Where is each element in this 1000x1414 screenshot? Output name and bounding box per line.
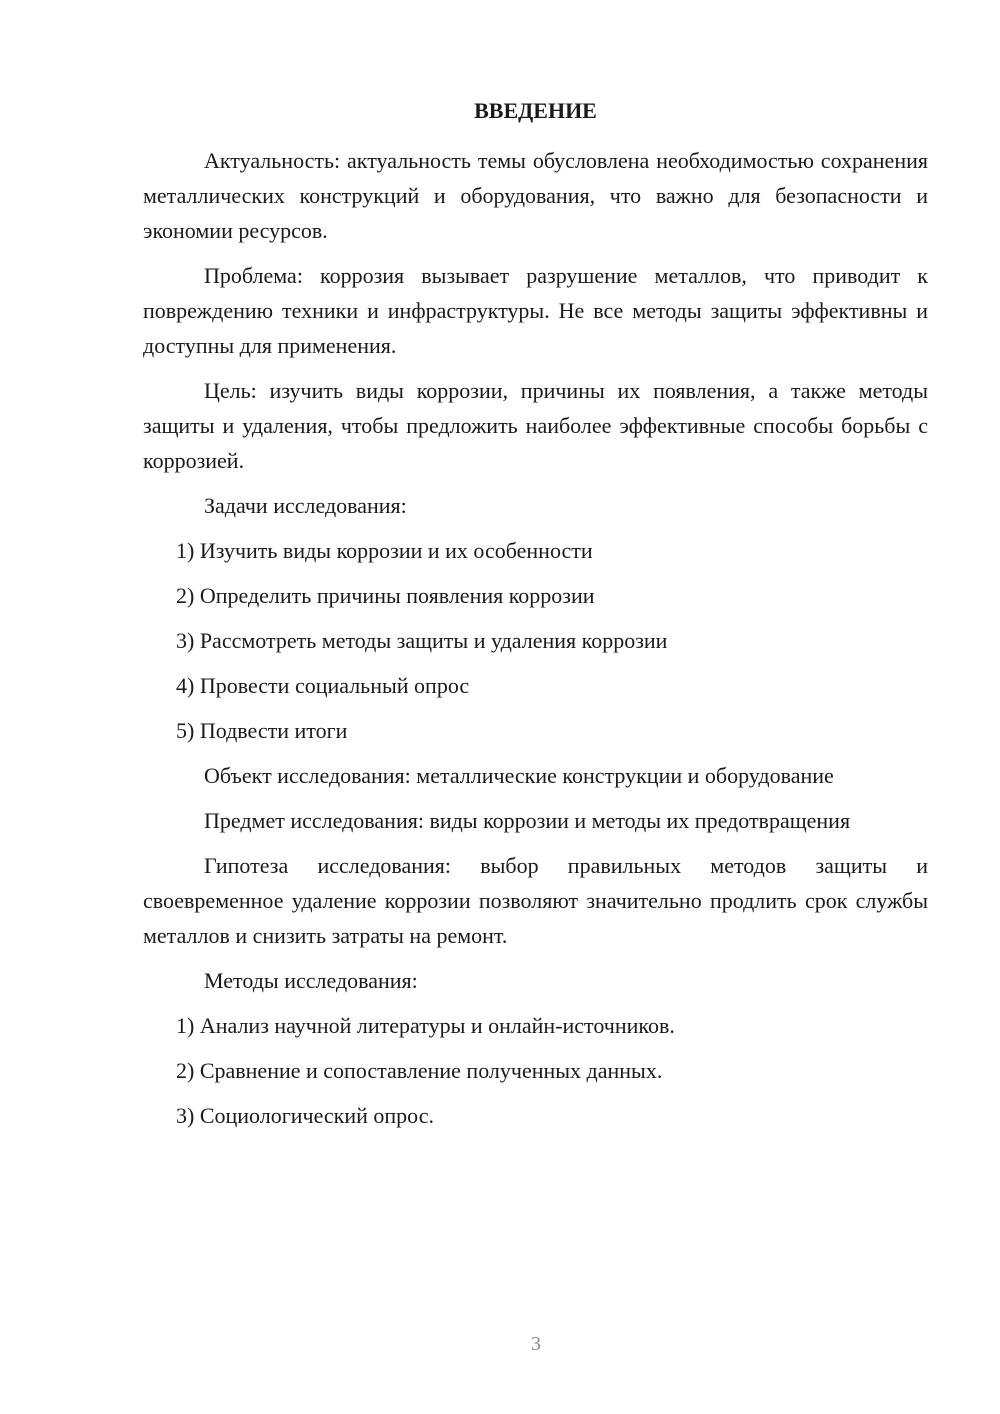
paragraph-goal: Цель: изучить виды коррозии, причины их появления, а также методы защиты и удаления, чтобы предложить наиболее эффективные способы борьбы с коррозией. (143, 378, 928, 473)
method-item-2: 2) Сравнение и сопоставление полученных данных. (176, 1058, 663, 1083)
methods-heading: Методы исследования: (204, 968, 418, 993)
document-title: ВВЕДЕНИЕ (474, 98, 597, 123)
method-item-1: 1) Анализ научной литературы и онлайн-источников. (176, 1013, 675, 1038)
paragraph-object: Объект исследования: металлические конструкции и оборудование (204, 763, 834, 788)
task-item-4: 4) Провести социальный опрос (176, 673, 470, 698)
paragraph-subject: Предмет исследования: виды коррозии и методы их предотвращения (204, 808, 851, 833)
page-number: 3 (531, 1333, 541, 1355)
paragraph-relevance: Актуальность: актуальность темы обусловлена необходимостью сохранения металлических конструкций и оборудования, что важно для безопасности и экономии ресурсов. (143, 148, 928, 243)
task-item-5: 5) Подвести итоги (176, 718, 348, 743)
task-item-1: 1) Изучить виды коррозии и их особенности (176, 538, 593, 563)
method-item-3: 3) Социологический опрос. (176, 1103, 434, 1128)
task-item-3: 3) Рассмотреть методы защиты и удаления коррозии (176, 628, 668, 653)
paragraph-problem: Проблема: коррозия вызывает разрушение металлов, что приводит к повреждению техники и инфраструктуры. Не все методы защиты эффективны и доступны для применения. (143, 263, 928, 358)
paragraph-hypothesis: Гипотеза исследования: выбор правильных методов защиты и своевременное удаление коррозии позволяют значительно продлить срок службы металлов и снизить затраты на ремонт. (143, 853, 928, 948)
document-page (143, 93, 928, 1143)
tasks-heading: Задачи исследования: (204, 493, 407, 518)
task-item-2: 2) Определить причины появления коррозии (176, 583, 595, 608)
